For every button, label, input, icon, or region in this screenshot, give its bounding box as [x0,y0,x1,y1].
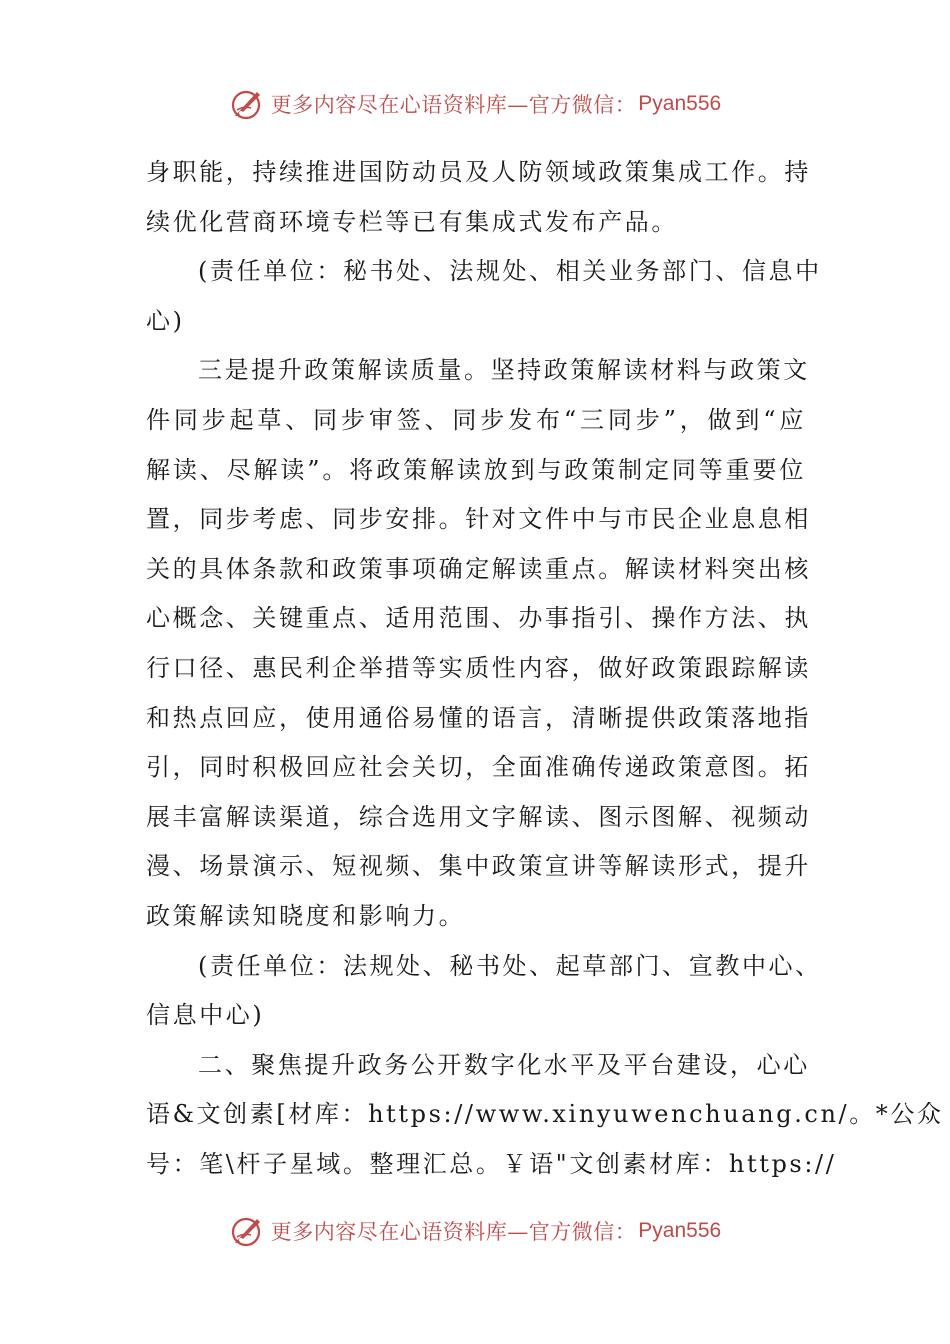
text-line: 续优化营商环境专栏等已有集成式发布产品。 [146,207,678,236]
text-line: 心概念、关键重点、适用范围、办事指引、操作方法、执 [146,604,811,633]
text-line: (责任单位：法规处、秘书处、起草部门、宣教中心、 [198,951,822,980]
text-line: 关的具体条款和政策事项确定解读重点。解读材料突出核 [146,554,811,583]
watermark-footer [0,1211,950,1251]
text-line: (责任单位：秘书处、法规处、相关业务部门、信息中 [198,257,822,286]
text-line: 信息中心) [146,1001,265,1030]
text-line: 语&文创素[材库：https://www.xinyuwenchuang.cn/。*公众 [146,1100,944,1129]
text-line: 引，同时积极回应社会关切，全面准确传递政策意图。拓 [146,753,811,782]
quill-logo-icon [229,86,265,122]
text-line: 和热点回应，使用通俗易懂的语言，清晰提供政策落地指 [146,703,811,732]
watermark-wechat-id: Pyan556 [638,92,722,115]
text-line: 二、聚焦提升政务公开数字化水平及平台建设，心心 [198,1050,810,1079]
text-line: 展丰富解读渠道，综合选用文字解读、图示图解、视频动 [146,802,811,831]
text-line: 心) [146,306,185,335]
text-line: 身职能，持续推进国防动员及人防领域政策集成工作。持 [146,158,811,186]
text-line: 行口径、惠民利企举措等实质性内容，做好政策跟踪解读 [146,653,811,682]
text-line: 漫、场景演示、短视频、集中政策宣讲等解读形式，提升 [146,852,811,881]
watermark-header [0,84,950,124]
text-line: 号：笔\杆子星域。整理汇总。￥语"文创素材库：https:// [146,1149,837,1178]
watermark-text: 更多内容尽在心语资料库—官方微信： [270,93,637,117]
text-line: 解读、尽解读”。将政策解读放到与政策制定同等重要位 [146,455,806,484]
text-line: 政策解读知晓度和影响力。 [146,901,466,930]
text-line: 置，同步考虑、同步安排。针对文件中与市民企业息息相 [146,505,811,534]
watermark-text: 更多内容尽在心语资料库—官方微信： [270,1220,637,1244]
document-body [146,148,944,1189]
text-line: 三是提升政策解读质量。坚持政策解读材料与政策文 [198,356,810,385]
text-line: 件同步起草、同步审签、同步发布“三同步”，做到“应 [146,405,806,434]
quill-logo-icon [229,1213,265,1249]
watermark-wechat-id: Pyan556 [638,1219,722,1242]
